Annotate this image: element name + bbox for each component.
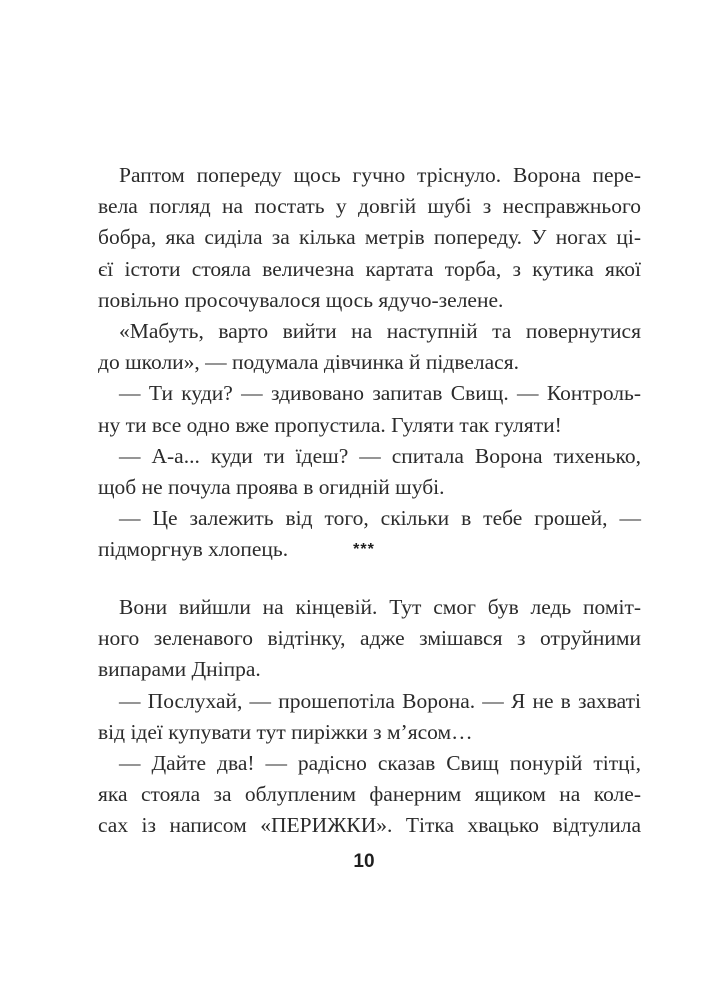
text-line: «Мабуть, варто вийти на наступній та повернутися: [119, 318, 641, 343]
text-line: ну ти все одно вже пропустила. Гуляти так гуляти!: [98, 412, 562, 437]
text-line: від ідеї купувати тут пиріжки з м’ясом…: [98, 719, 473, 744]
text-line: вела погляд на постать у довгій шубі з несправжнього: [98, 194, 641, 219]
text-block-1: [98, 160, 641, 565]
text-line: бобра, яка сиділа за кілька метрів попереду. У ногах ці-: [98, 225, 641, 250]
text-line: — А-а... куди ти їдеш? — спитала Ворона тихенько,: [119, 443, 641, 468]
text-line: підморгнув хлопець.: [98, 537, 289, 562]
text-line: — Дайте два! — радісно сказав Свищ понурій тітці,: [119, 750, 641, 775]
text-line: — Ти куди? — здивовано запитав Свищ. — Контроль-: [119, 381, 641, 406]
text-line: щоб не почула проява в огидній шубі.: [98, 474, 445, 499]
text-line: ного зеленавого відтінку, адже змішався з отруйними: [98, 626, 641, 651]
text-line: єї істоти стояла величезна картата торба, з кутика якої: [98, 256, 641, 281]
text-block-2: [98, 592, 641, 842]
text-line: яка стояла за облупленим фанерним ящиком на коле-: [98, 782, 641, 807]
text-line: випарами Дніпра.: [98, 657, 261, 682]
text-line: Раптом попереду щось гучно тріснуло. Ворона пере-: [119, 163, 641, 187]
text-line: Вони вийшли на кінцевій. Тут смог був ледь поміт-: [119, 595, 641, 619]
section-separator: ***: [353, 541, 375, 558]
text-line: — Це залежить від того, скільки в тебе грошей, —: [119, 506, 641, 531]
text-line: — Послухай, — прошепотіла Ворона. — Я не в захваті: [119, 688, 641, 713]
text-line: повільно просочувалося щось ядучо-зелене.: [98, 287, 504, 312]
text-line: сах із написом «ПЕРИЖКИ». Тітка хвацько відтулила: [98, 813, 641, 838]
page-number: 10: [353, 851, 375, 872]
text-line: до школи», — подумала дівчинка й підвелася.: [98, 350, 519, 375]
